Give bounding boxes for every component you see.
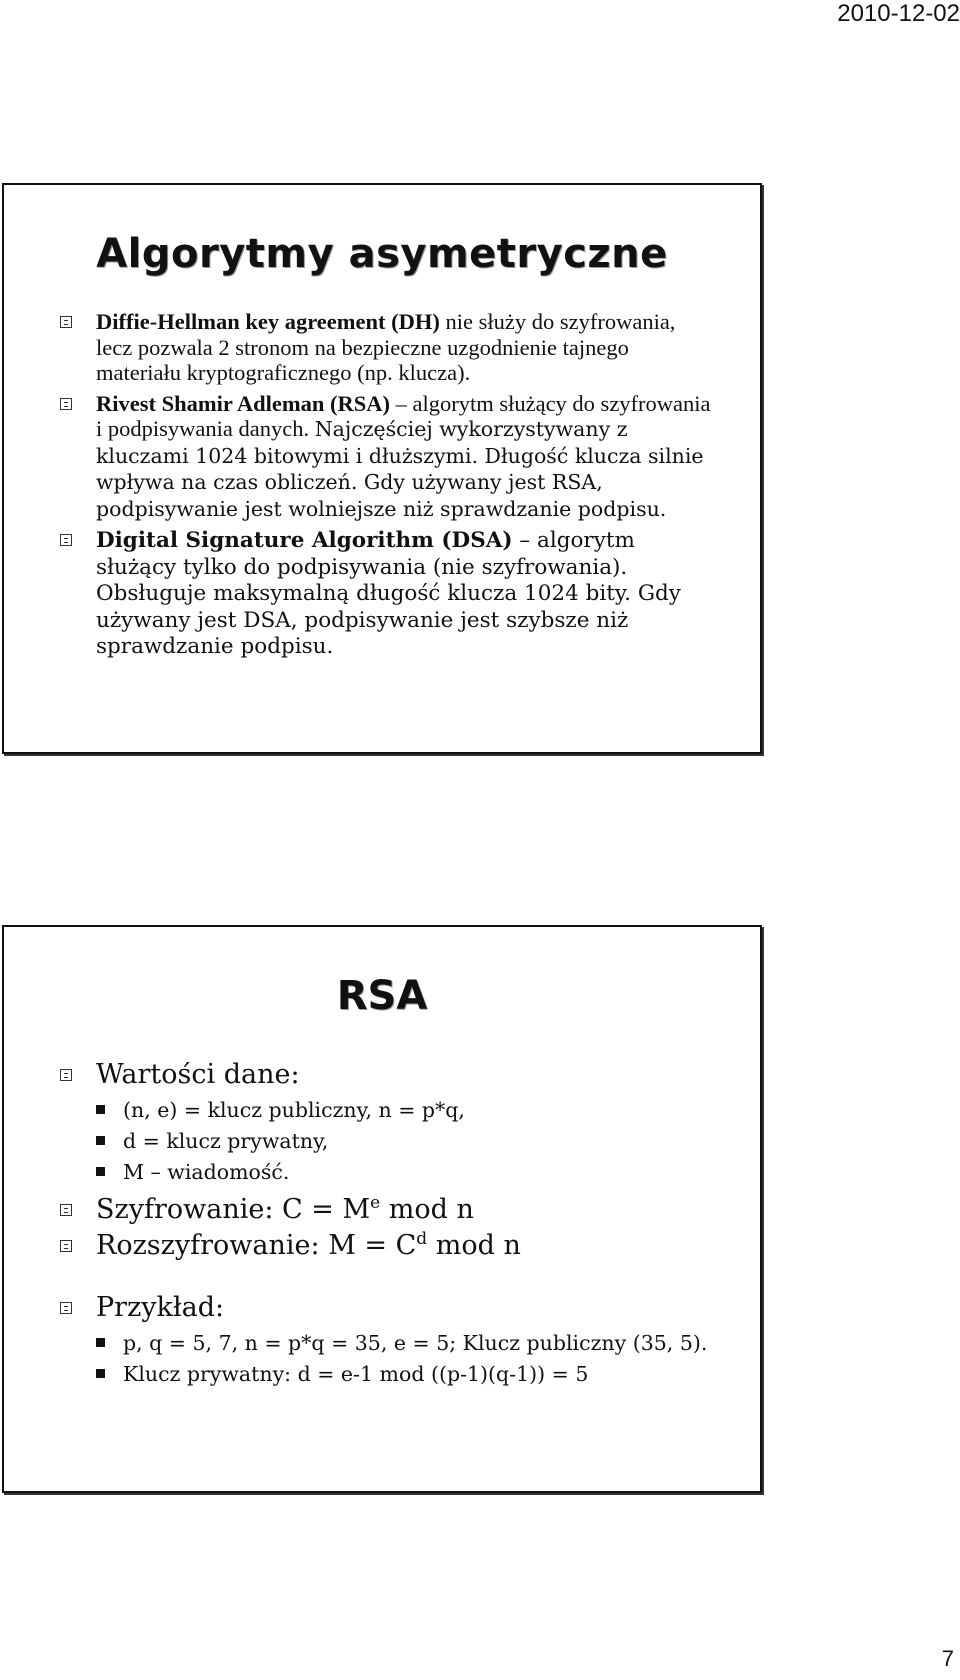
list-item-example [4,1292,760,1390]
bullet-box-icon [60,1240,72,1252]
slide-title: Algorytmy asymetryczne [96,231,668,277]
page-number: 7 [941,1646,954,1671]
encrypt-formula: Szyfrowanie: C = M [96,1194,371,1225]
sub-list-item: p, q = 5, 7, n = p*q = 35, e = 5; Klucz publiczny (35, 5). [96,1328,714,1359]
example-sublist [96,1328,714,1390]
sub-list-item: Klucz prywatny: d = e-1 mod ((p-1)(q-1)) = 5 [96,1359,714,1390]
slide-title: RSA [336,973,428,1019]
list-item-rsa [4,391,760,523]
exponent-e: e [370,1193,381,1213]
sub-list-item: (n, e) = klucz publiczny, n = p*q, [96,1095,714,1126]
bullet-list [4,1059,760,1390]
page-date: 2010-12-02 [837,0,960,27]
decrypt-formula: Rozszyfrowanie: M = C [96,1230,417,1261]
given-sublist [96,1095,714,1188]
square-bullet-icon [96,1136,105,1145]
slide-asymmetric-algorithms [2,183,762,754]
given-label: Wartości dane: [96,1059,300,1090]
list-item-decrypt [4,1230,760,1262]
encrypt-mod: mod n [380,1194,474,1225]
bullet-text: – algorytm służący tylko do podpisywania (nie szyfrowania). Obsługuje maksymalną długość klucza 1024 bity. Gdy używany jest DSA, podpisywanie jest szybsze niż sprawdzanie podpisu. [96,528,681,659]
exponent-d: d [416,1229,428,1249]
example-label: Przykład: [96,1292,225,1323]
bullet-box-icon [60,316,72,328]
bullet-list [4,309,760,660]
square-bullet-icon [96,1105,105,1114]
square-bullet-icon [96,1369,105,1378]
slide-rsa [2,925,762,1493]
square-bullet-icon [96,1338,105,1347]
bullet-box-icon [60,1069,72,1081]
bullet-box-icon [60,1204,72,1216]
bullet-term: Rivest Shamir Adleman (RSA) [96,390,390,416]
bullet-term: Diffie-Hellman key agreement (DH) [96,309,440,334]
bullet-box-icon [60,1302,72,1314]
square-bullet-icon [96,1167,105,1176]
bullet-text: nie służy do szyfrowania, lecz pozwala 2 stronom na bezpieczne uzgodnienie tajnego materiału kryptograficznego (np. klucza). [96,309,676,385]
bullet-box-icon [60,398,72,410]
list-item-dh [4,309,760,386]
sub-list-item: M – wiadomość. [96,1157,714,1188]
list-item-dsa [4,527,760,660]
decrypt-mod: mod n [427,1230,521,1261]
bullet-text-cont: Najczęściej wykorzystywany z kluczami 1024 bitowymi i dłuższymi. Długość klucza silnie wpływa na czas obliczeń. Gdy używany jest RSA, podpisywanie jest wolniejsze niż sprawdzanie podpisu. [96,417,704,521]
sub-list-item: d = klucz prywatny, [96,1126,714,1157]
list-item-given [4,1059,760,1188]
bullet-text: – algorytm służący do szyfrowania i podpisywania danych. [96,390,711,441]
bullet-term: Digital Signature Algorithm (DSA) [96,528,513,553]
list-item-encrypt [4,1194,760,1226]
bullet-box-icon [60,534,72,546]
